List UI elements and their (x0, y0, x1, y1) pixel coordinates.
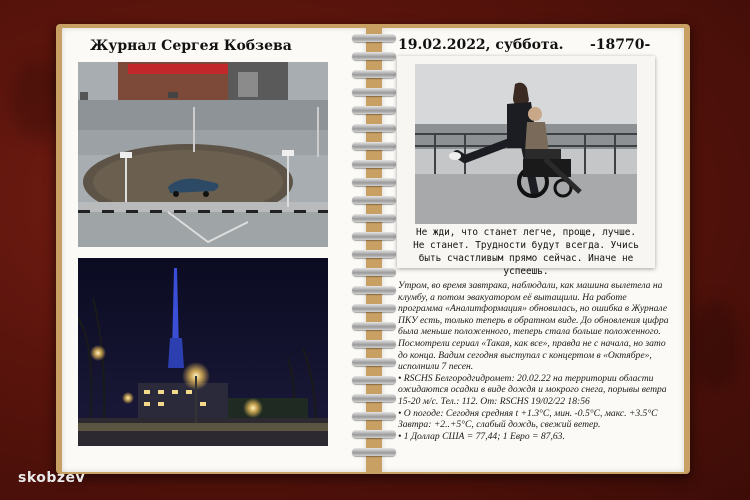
spiral-ring (352, 358, 396, 366)
spiral-ring (352, 160, 396, 168)
spiral-ring (352, 322, 396, 330)
night-city-image (78, 258, 328, 446)
photo-car-on-flowerbed[interactable] (78, 62, 328, 247)
spiral-ring (352, 430, 396, 438)
spiral-ring (352, 70, 396, 78)
spiral-ring (352, 88, 396, 96)
journal-title: Журнал Сергея Кобзева (90, 38, 292, 54)
leather-texture (690, 300, 740, 390)
quote-text: Не жди, что станет легче, проще, лучше. Не станет. Трудности будут всегда. Учись быть счастливым прямо сейчас. Иначе не успеешь. (413, 227, 639, 277)
spiral-ring (352, 178, 396, 186)
spiral-ring (352, 376, 396, 384)
photo-night-tv-tower[interactable] (78, 258, 328, 446)
spiral-ring (352, 448, 396, 456)
spiral-ring (352, 52, 396, 60)
spiral-ring (352, 394, 396, 402)
spiral-ring (352, 34, 396, 42)
spiral-ring (352, 106, 396, 114)
spiral-ring (352, 232, 396, 240)
spiral-ring (352, 250, 396, 258)
entry-number: -18770- (590, 37, 651, 53)
spiral-ring (352, 142, 396, 150)
street-scene-image (78, 62, 328, 247)
spiral-ring (352, 304, 396, 312)
wheelchair-scene-image (415, 64, 637, 224)
spiral-ring (352, 214, 396, 222)
journal-entry-text (398, 280, 670, 442)
watermark: skobzev (18, 470, 86, 486)
entry-paragraph: Утром, во время завтрака, наблюдали, как машина вылетела на клумбу, а потом эвакуатором её вытащили. На работе программа «Аналитформация» обновилась, но ошибка в Журнале ПКУ есть, только теперь в обратном виде. До обновления цифра была меньше положенного, теперь стала больше положенного. Посмотрели сериал «Такая, как все», правда не с начала, но зато до конца. Вадим сегодня выступал с концертом в «Октябре», исполнили 7 песен. (398, 280, 669, 373)
spiral-binding (352, 34, 396, 466)
spiral-ring (352, 196, 396, 204)
weather-note: • О погоде: Сегодня средняя t +1.3°С, мин. -0.5°С, макс. +3.5°С Завтра: +2..+5°С, слабый дождь, свежий ветер. (398, 407, 658, 431)
spiral-ring (352, 412, 396, 420)
spiral-ring (352, 340, 396, 348)
entry-date: 19.02.2022, суббота. (398, 37, 564, 53)
spiral-ring (352, 268, 396, 276)
emergency-notice: • RSCHS Белгородгидромет: 20.02.22 на территории области ожидаются осадки в виде дождя и мокрого снега, порывы ветра 15-20 м/с. Тел.: 112. От: RSCHS 19/02/22 18:56 (398, 372, 667, 407)
wheelchair-scene-photo (415, 64, 637, 224)
spiral-ring (352, 286, 396, 294)
currency-rates: • 1 Доллар США = 77,44; 1 Евро = 87,63. (398, 430, 565, 442)
spiral-ring (352, 124, 396, 132)
